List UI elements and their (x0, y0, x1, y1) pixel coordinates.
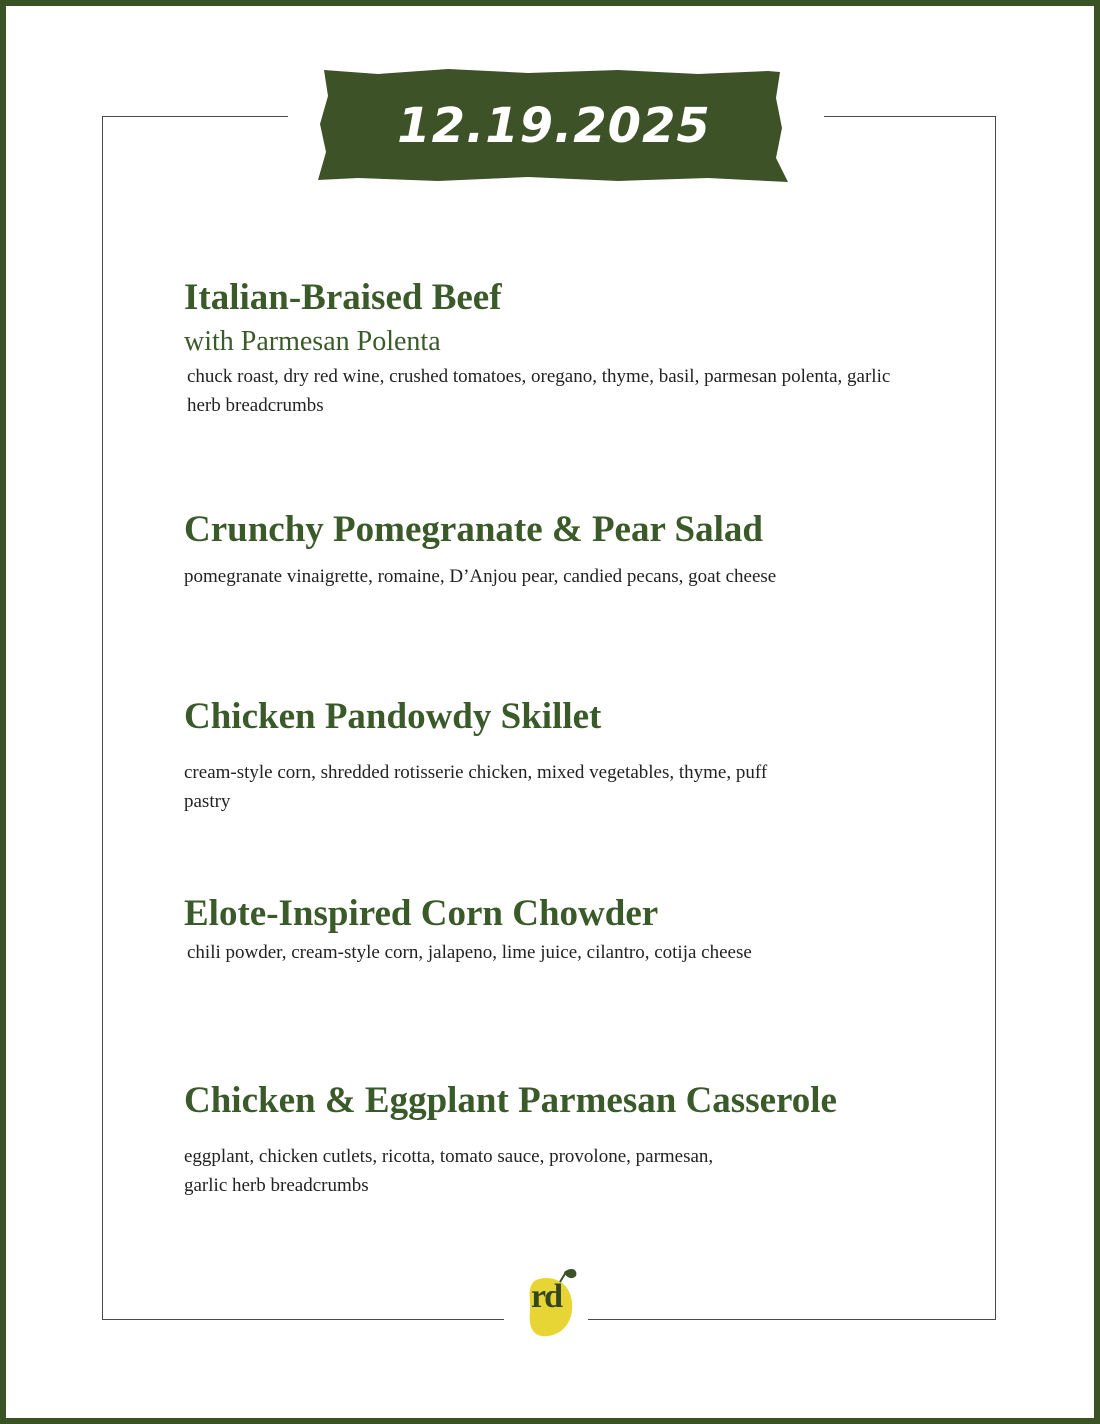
logo-text: rd (531, 1278, 561, 1315)
menu-item-description: pomegranate vinaigrette, romaine, D’Anjou pear, candied pecans, goat cheese (184, 566, 777, 587)
menu-item-description: chili powder, cream-style corn, jalapeno, lime juice, cilantro, cotija cheese (187, 942, 752, 963)
menu-item-title: Crunchy Pomegranate & Pear Salad (184, 509, 763, 550)
menu-item-description: cream-style corn, shredded rotisserie chicken, mixed vegetables, thyme, puff pastry (184, 762, 768, 812)
menu-item-title: Chicken & Eggplant Parmesan Casserole (184, 1080, 837, 1121)
menu-item (184, 276, 904, 420)
menu-item-title: Chicken Pandowdy Skillet (184, 696, 602, 737)
menu-item (184, 1079, 924, 1200)
menu-item-description: chuck roast, dry red wine, crushed tomatoes, oregano, thyme, basil, parmesan polenta, garlic herb breadcrumbs (187, 366, 891, 416)
date-banner (318, 68, 790, 184)
menu-item (184, 508, 924, 591)
lemon-logo-icon (518, 1264, 578, 1344)
menu-item-title: Elote-Inspired Corn Chowder (184, 893, 659, 934)
menu-item-description: eggplant, chicken cutlets, ricotta, tomato sauce, provolone, parmesan, garlic herb breadcrumbs (184, 1146, 714, 1196)
menu-item-title: Italian-Braised Beef (184, 277, 502, 318)
menu-item (184, 892, 904, 967)
menu-item (184, 695, 804, 816)
menu-item-subtitle: with Parmesan Polenta (184, 326, 441, 357)
menu-date: 12.19.2025 (397, 98, 711, 154)
